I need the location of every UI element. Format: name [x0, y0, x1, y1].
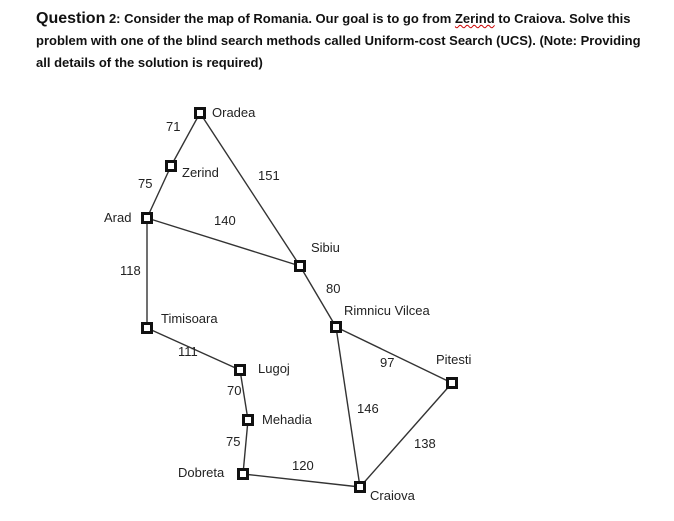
road-zerind-arad — [147, 166, 171, 218]
city-node-pitesti — [446, 377, 458, 389]
distance-label-rimnicu-pitesti: 97 — [380, 355, 395, 370]
city-label-oradea: Oradea — [212, 105, 256, 120]
distance-label-arad-timisoara: 118 — [120, 263, 141, 278]
city-node-mehadia — [242, 414, 254, 426]
road-pitesti-craiova — [360, 383, 452, 487]
question-word: Question — [36, 10, 106, 27]
city-label-rimnicu: Rimnicu Vilcea — [344, 303, 430, 318]
city-node-arad — [141, 212, 153, 224]
city-node-rimnicu — [330, 321, 342, 333]
distance-label-timisoara-lugoj: 111 — [178, 344, 198, 359]
distance-label-zerind-arad: 75 — [138, 176, 153, 191]
road-mehadia-dobreta — [243, 420, 248, 474]
question-part2: to Craiova. Solve this problem with one of the blind search methods called Uniform-cost Search (UCS). (Note: Providing all details of the solution is required) — [36, 11, 641, 70]
city-label-pitesti: Pitesti — [436, 352, 472, 367]
city-label-arad: Arad — [104, 210, 132, 225]
distance-label-oradea-zerind: 71 — [166, 119, 181, 134]
road-dobreta-craiova — [243, 474, 360, 487]
city-node-timisoara — [141, 322, 153, 334]
city-label-zerind: Zerind — [182, 165, 219, 180]
city-label-timisoara: Timisoara — [161, 311, 218, 326]
distance-label-dobreta-craiova: 120 — [292, 458, 314, 473]
road-sibiu-rimnicu — [300, 266, 336, 327]
city-node-sibiu — [294, 260, 306, 272]
distance-label-mehadia-dobreta: 75 — [226, 434, 241, 449]
question-start-city: Zerind — [454, 11, 495, 26]
distance-label-arad-sibiu: 140 — [214, 213, 236, 228]
question-part1: 2: Consider the map of Romania. Our goal is to go from — [105, 11, 455, 26]
distance-label-pitesti-craiova: 138 — [414, 436, 436, 451]
city-node-craiova — [354, 481, 366, 493]
city-node-oradea — [194, 107, 206, 119]
distance-label-lugoj-mehadia: 70 — [227, 383, 242, 398]
distance-label-oradea-sibiu: 151 — [258, 168, 280, 183]
city-label-lugoj: Lugoj — [258, 361, 290, 376]
city-label-mehadia: Mehadia — [262, 412, 312, 427]
road-oradea-sibiu — [200, 113, 300, 266]
city-label-craiova: Craiova — [370, 488, 415, 503]
distance-label-sibiu-rimnicu: 80 — [326, 281, 341, 296]
city-label-sibiu: Sibiu — [311, 240, 340, 255]
city-node-zerind — [165, 160, 177, 172]
city-node-dobreta — [237, 468, 249, 480]
distance-label-rimnicu-craiova: 146 — [357, 401, 379, 416]
city-node-lugoj — [234, 364, 246, 376]
city-label-dobreta: Dobreta — [178, 465, 225, 480]
